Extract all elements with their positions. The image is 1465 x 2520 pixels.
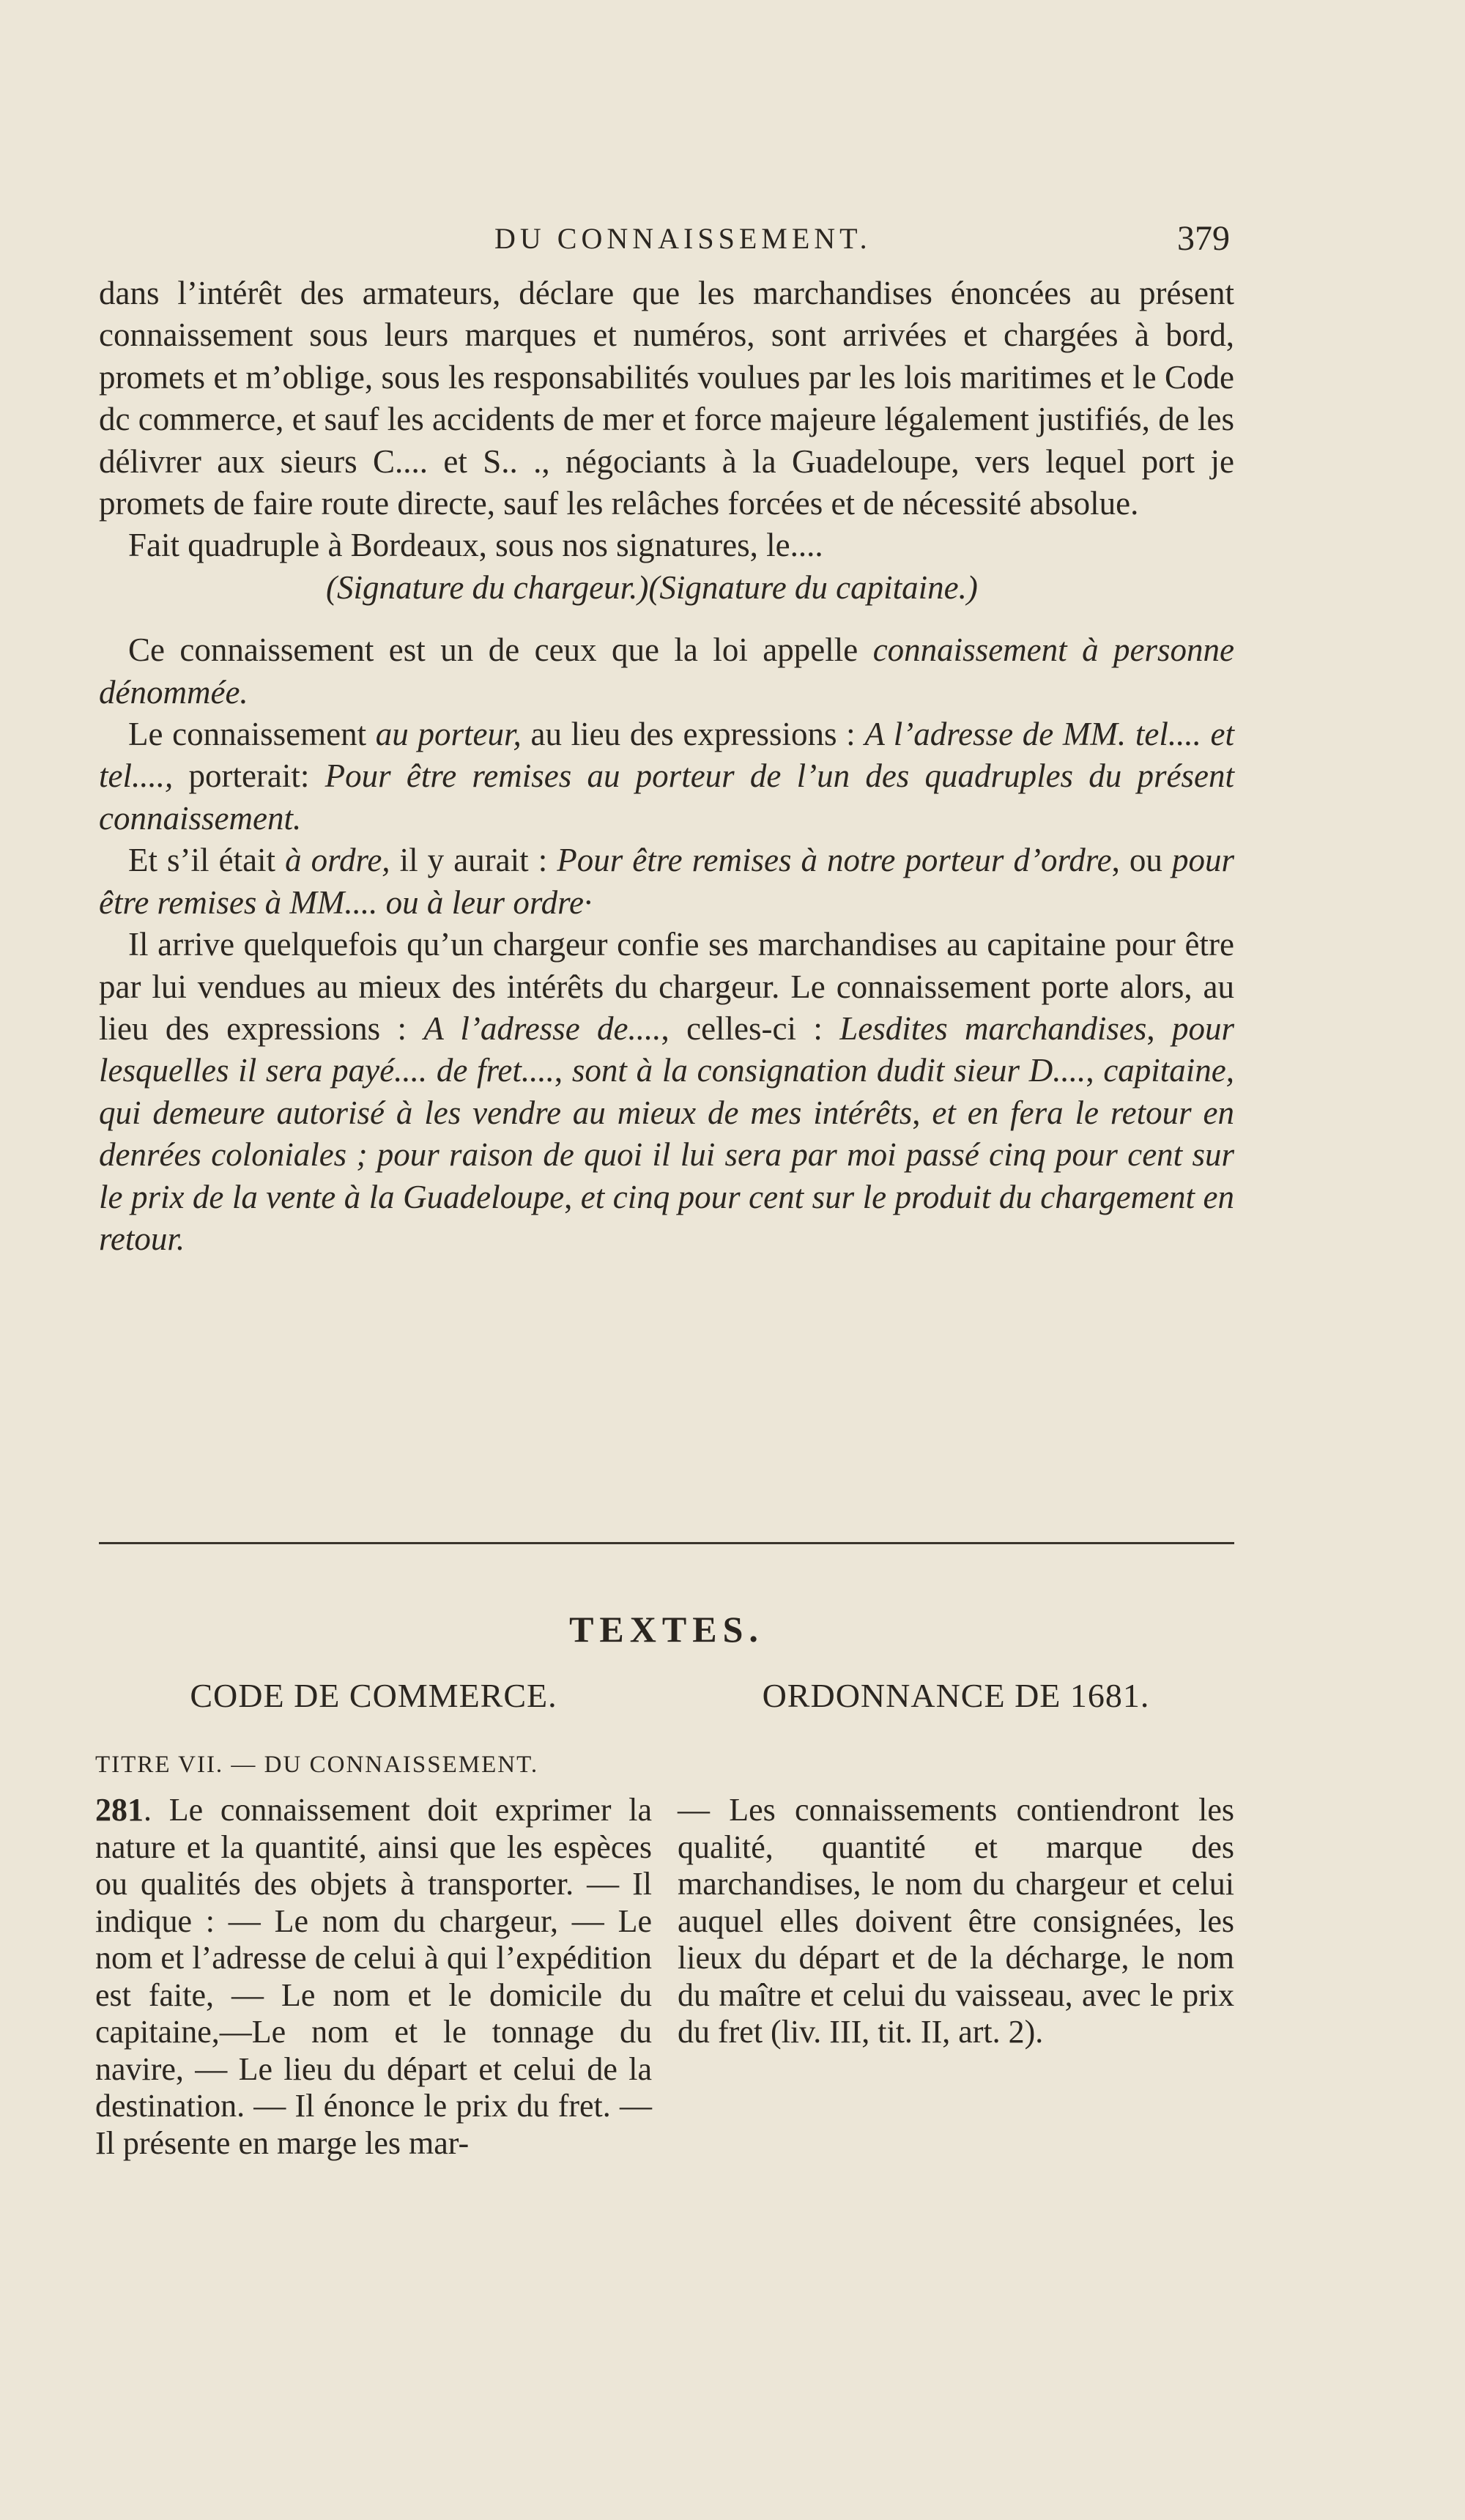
p6-italic-f: pour lesquelles il sera payé.... de fret.... [99, 1009, 1234, 1089]
code-de-commerce-heading: CODE DE COMMERCE. [190, 1677, 557, 1714]
p4-text-c: au lieu des expressions : [521, 716, 865, 753]
ordonnance-text: — Les connaissements contiendront les qualité, quantité et marque des marchandises, le nom du chargeur et celui auquel elles doivent être consignées, les lieux du départ et de la décharge, le nom du maître et celui du vaisseau, avec le prix du fret (liv. III, tit. II, art. 2). [678, 1792, 1234, 2050]
p6-italic-b: A l’adresse de.... [423, 1009, 661, 1047]
p6-italic-l: et en fera le retour en denrées coloniales ; pour raison de quoi il lui sera par moi passé cinq pour cent sur le prix de la vente à la Guadeloupe [99, 1094, 1235, 1215]
article-281 [95, 1792, 652, 2162]
p6-italic-h: sont à la consignation dudit sieur D.... [571, 1052, 1086, 1089]
ordonnance-titre-spacer [678, 1752, 1234, 1779]
p5-italic-d: Pour être remises à notre porteur d’ordre [557, 842, 1112, 879]
p4-italic-f: Pour être remises au porteur de l’un des quadruples du présent connaissement. [99, 757, 1234, 837]
main-text [99, 273, 1234, 1260]
paragraph-4 [99, 714, 1234, 840]
p6-text-e: , [1146, 1009, 1172, 1047]
article-number: 281 [95, 1792, 144, 1828]
p6-text-i: , [1086, 1052, 1104, 1089]
section-divider [99, 1542, 1234, 1544]
paragraph-6 [99, 924, 1234, 1260]
p5-text-e: , ou [1111, 842, 1172, 879]
p5-text-a: Et s’il était [128, 842, 286, 879]
p6-text-k: , [912, 1094, 932, 1131]
p6-italic-d: Lesdites marchandises [839, 1009, 1147, 1047]
page-number: 379 [1177, 219, 1230, 258]
running-head-title: DU CONNAISSEMENT. [494, 222, 872, 255]
p6-text-g: , [554, 1052, 572, 1089]
p4-italic-b: au porteur, [375, 716, 522, 753]
p4-italic-d: A l’adresse de MM. tel.... et tel...., [99, 716, 1234, 795]
paragraph-1: dans l’intérêt des armateurs, déclare que les marchandises énoncées au présent connaissement sous leurs marques et numéros, sont arrivées et chargées à bord, promets et m’oblige, sous les responsabilités voulues par les lois maritimes et le Code dc commerce, et sauf les accidents de mer et force majeure légalement justifiés, de les délivrer aux sieurs C.... et S.. ., négociants à la Guadeloupe, vers lequel port je promets de faire route directe, sauf les relâches forcées et de nécessité absolue. [99, 275, 1234, 522]
p4-text-e: porterait: [173, 757, 325, 795]
p6-italic-j: capitaine, qui demeure autorisé à les vendre au mieux de mes intérêts [99, 1052, 1235, 1131]
p3-italic: connaissement à personne dénommée. [99, 631, 1235, 711]
p3-text: Ce connaissement est un de ceux que la loi appelle [128, 631, 873, 669]
p4-text-a: Le connaissement [128, 716, 376, 753]
p6-text-c: , celles-ci : [661, 1009, 840, 1047]
p5-italic-b: à ordre, [285, 842, 390, 879]
paragraph-2: Fait quadruple à Bordeaux, sous nos signatures, le.... [128, 527, 823, 564]
p6-text-m: , [564, 1178, 581, 1215]
signature-chargeur: (Signature du chargeur.) [326, 568, 649, 606]
running-head [99, 218, 1234, 262]
signature-line [99, 567, 1234, 609]
signature-capitaine: (Signature du capitaine.) [648, 568, 978, 606]
paragraph-3 [99, 629, 1234, 714]
p5-text-c: il y aurait : [390, 842, 557, 879]
p6-italic-n: et cinq pour cent sur le produit du chargement en retour. [99, 1178, 1234, 1257]
paragraph-5 [99, 840, 1234, 924]
ordonnance-heading: ORDONNANCE DE 1681. [762, 1677, 1150, 1714]
p5-italic-f: pour être remises à MM.... ou à leur ordre· [99, 842, 1234, 921]
titre-heading: TITRE VII. — DU CONNAISSEMENT. [95, 1752, 539, 1778]
ordonnance-column [678, 1676, 1234, 2051]
code-de-commerce-column [95, 1676, 652, 2162]
textes-heading: TEXTES. [569, 1609, 764, 1650]
p6-text-a: Il arrive quelquefois qu’un chargeur confie ses marchandises au capitaine pour être par lui vendues au mieux des intérêts du chargeur. Le connaissement porte alors, au lieu des expressions : [99, 926, 1234, 1047]
article-text: . Le connaissement doit exprimer la nature et la quantité, ainsi que les espèces ou qualités des objets à transporter. — Il indique : — Le nom du chargeur, — Le nom et l’adresse de celui à qui l’expédition est faite, — Le nom et le domicile du capitaine,—Le nom et le tonnage du navire, — Le lieu du départ et celui de la destination. — Il énonce le prix du fret. — Il présente en marge les mar- [95, 1792, 652, 2161]
